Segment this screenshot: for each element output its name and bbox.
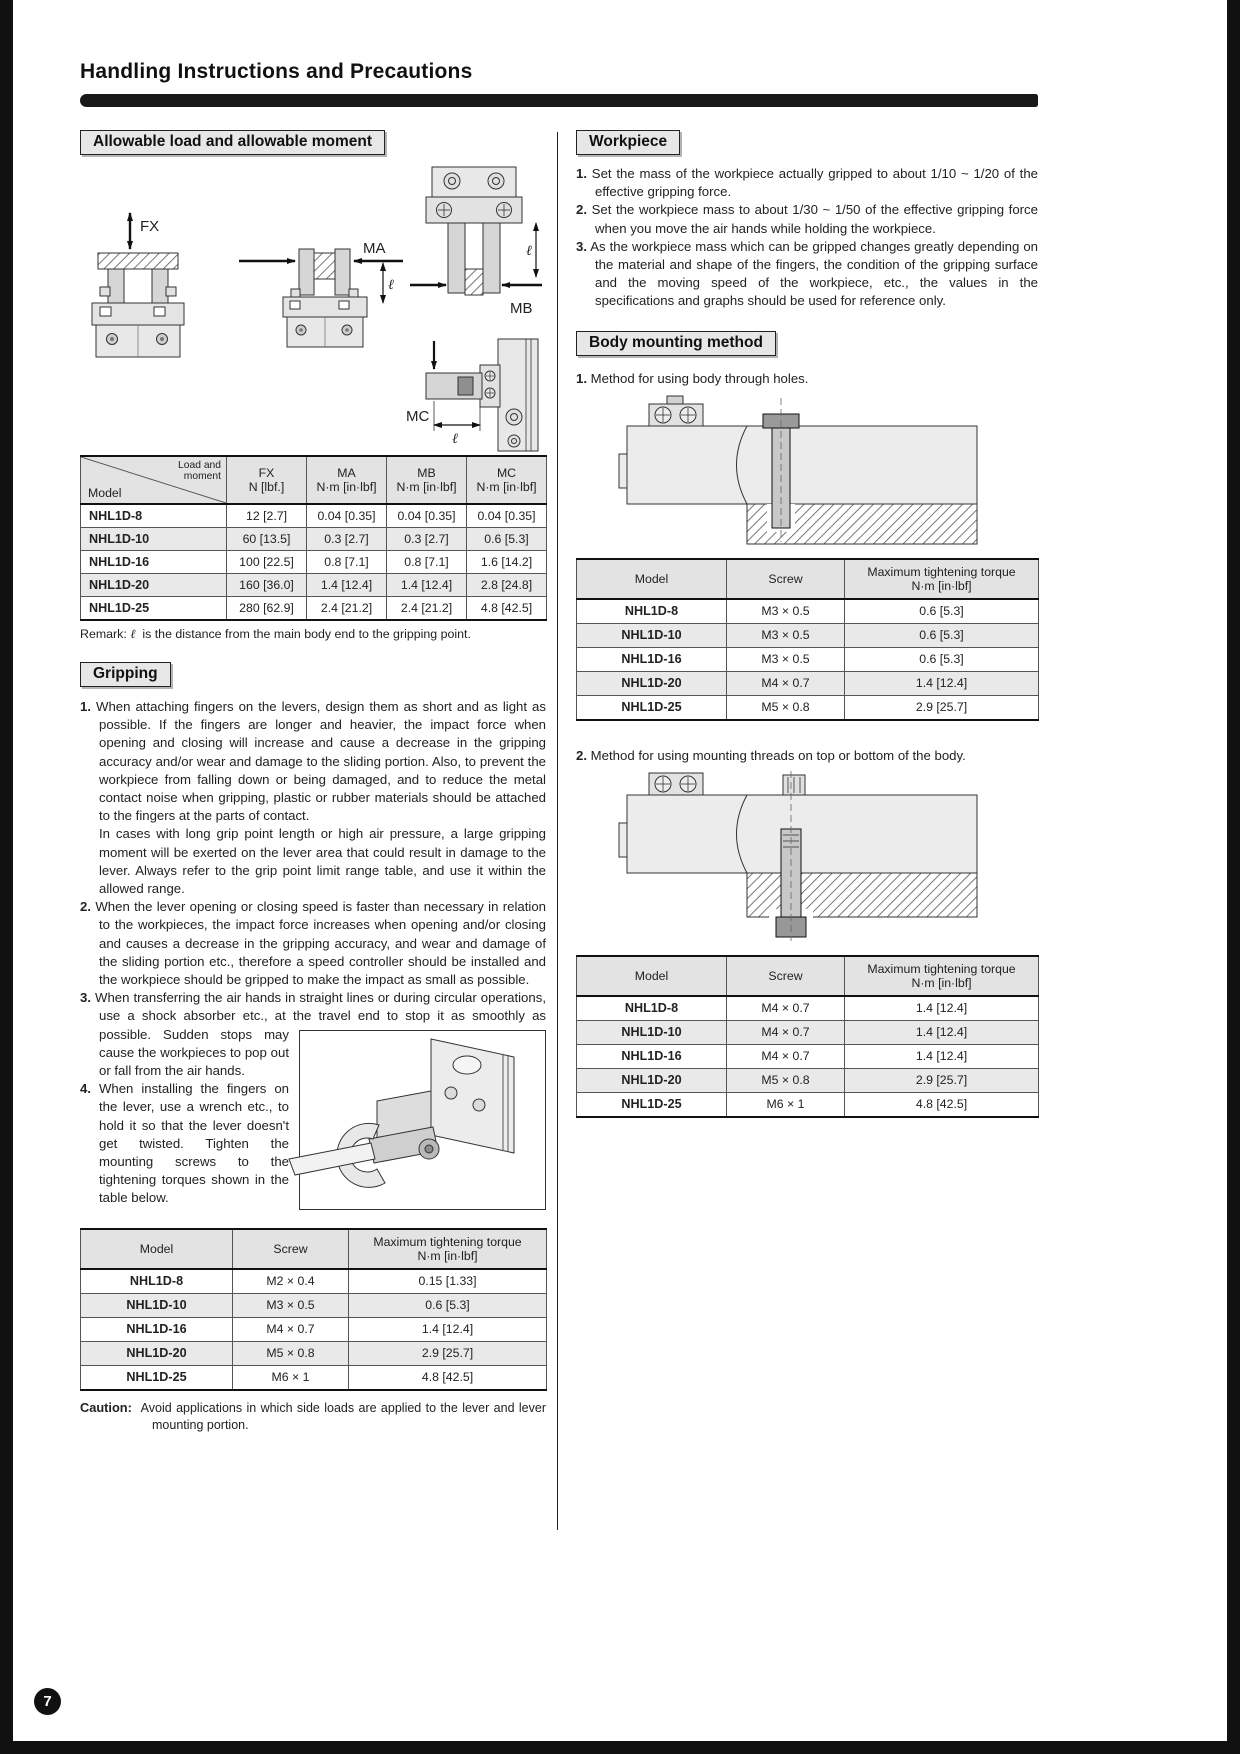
mounting-method-2: 2. Method for using mounting threads on top or bottom of the body. [576, 747, 966, 763]
section-title-gripping: Gripping [80, 662, 171, 687]
svg-text:MA: MA [363, 241, 386, 257]
mb-moment-diagram [402, 165, 547, 337]
col-header-mc: MC N·m [in·lbf] [467, 456, 547, 504]
col-header-model: Model [577, 956, 727, 996]
right-column [576, 130, 1038, 1118]
svg-text:ℓ: ℓ [388, 277, 394, 293]
workpiece-item-1: 1. Set the mass of the workpiece actually gripped to about 1/10 ~ 1/20 of the effective gripping force. [576, 166, 1038, 200]
page-border-bottom [0, 1741, 1240, 1754]
table-row: NHL1D-8 M2 × 0.4 0.15 [1.33] [81, 1269, 547, 1294]
section-title-workpiece: Workpiece [576, 130, 680, 155]
table-row: NHL1D-10 M4 × 0.7 1.4 [12.4] [577, 1020, 1039, 1044]
gripping-item-1-extra: In cases with long grip point length or high air pressure, a large gripping moment will be exerted on the lever area that could result in damage to the lever. Always refer to the grip point limit range table, and use it within the allowed range. [99, 826, 546, 897]
thread-mount-torque-table [576, 955, 1039, 1118]
col-header-mb: MB N·m [in·lbf] [387, 456, 467, 504]
through-hole-torque-table [576, 558, 1039, 721]
col-header-torque: Maximum tightening torque N·m [in·lbf] [845, 956, 1039, 996]
workpiece-item-2: 2. Set the workpiece mass to about 1/30 ~ 1/50 of the effective gripping force when you move the air hands while holding the workpiece. [576, 202, 1038, 236]
table-row: NHL1D-20 M5 × 0.8 2.9 [25.7] [577, 1068, 1039, 1092]
svg-text:MC: MC [406, 408, 430, 425]
table-row: NHL1D-10 M3 × 0.5 0.6 [5.3] [81, 1293, 547, 1317]
svg-text:ℓ: ℓ [452, 431, 458, 447]
caution-note [80, 1399, 546, 1434]
page-border-right [1227, 0, 1240, 1754]
page-number-badge: 7 [34, 1688, 61, 1715]
col-header-model: Model [81, 1229, 233, 1269]
table-row: NHL1D-25 280 [62.9] 2.4 [21.2] 2.4 [21.2] 4.8 [42.5] [81, 597, 547, 621]
gripping-item-3: 3. When transferring the air hands in straight lines or during circular operations, use a shock absorber etc., at the travel end to stop it as smoothly as possible. Sudden stops may cause the workpieces to pop out or fall from the air hands. [80, 989, 546, 1080]
finger-torque-table [80, 1228, 547, 1391]
allowable-load-table [80, 455, 547, 621]
fx-load-diagram [84, 209, 204, 369]
section-title-allowable-load: Allowable load and allowable moment [80, 130, 385, 155]
table-row: NHL1D-16 100 [22.5] 0.8 [7.1] 0.8 [7.1] 1.6 [14.2] [81, 551, 547, 574]
col-header-torque: Maximum tightening torque N·m [in·lbf] [845, 559, 1039, 599]
page-title: Handling Instructions and Precautions [80, 60, 473, 83]
workpiece-item-3: 3. As the workpiece mass which can be gripped changes greatly depending on the material and shape of the fingers, the condition of the gripping surface and the moving speed of the workpiece, etc., the values in the specifications and graphs should be used for reference only. [576, 238, 1038, 309]
load-table-corner-cell: Load and moment Model [81, 456, 227, 504]
mounting-method-1: 1. Method for using body through holes. [576, 370, 809, 386]
col-header-ma: MA N·m [in·lbf] [307, 456, 387, 504]
col-header-screw: Screw [727, 956, 845, 996]
svg-text:ℓ: ℓ [526, 243, 532, 259]
table-row: NHL1D-20 M5 × 0.8 2.9 [25.7] [81, 1341, 547, 1365]
through-hole-mounting-diagram [597, 394, 1017, 546]
page-border-left [0, 0, 13, 1754]
caution-text: Avoid applications in which side loads are applied to the lever and lever mounting portion. [140, 1400, 546, 1432]
col-header-fx: FX N [lbf.] [227, 456, 307, 504]
svg-text:FX: FX [140, 218, 160, 235]
table-row: NHL1D-25 M6 × 1 4.8 [42.5] [577, 1092, 1039, 1117]
table-row: NHL1D-10 M3 × 0.5 0.6 [5.3] [577, 623, 1039, 647]
col-header-model: Model [577, 559, 727, 599]
table-row: NHL1D-16 M4 × 0.7 1.4 [12.4] [81, 1317, 547, 1341]
table-row: NHL1D-20 160 [36.0] 1.4 [12.4] 1.4 [12.4] 2.8 [24.8] [81, 574, 547, 597]
gripping-text-block [80, 698, 546, 1216]
table-row: NHL1D-10 60 [13.5] 0.3 [2.7] 0.3 [2.7] 0.6 [5.3] [81, 528, 547, 551]
wrench-installation-figure [299, 1030, 546, 1210]
col-header-torque: Maximum tightening torque N·m [in·lbf] [349, 1229, 547, 1269]
table-row: NHL1D-25 M6 × 1 4.8 [42.5] [81, 1365, 547, 1390]
table-row: NHL1D-16 M3 × 0.5 0.6 [5.3] [577, 647, 1039, 671]
remark-body: is the distance from the main body end to the gripping point. [138, 627, 471, 641]
col-header-screw: Screw [727, 559, 845, 599]
mc-moment-diagram [406, 335, 546, 455]
left-column [80, 130, 546, 1434]
table-row: NHL1D-8 12 [2.7] 0.04 [0.35] 0.04 [0.35] 0.04 [0.35] [81, 504, 547, 528]
table-row: NHL1D-16 M4 × 0.7 1.4 [12.4] [577, 1044, 1039, 1068]
title-underline-bar [80, 94, 1038, 107]
gripping-item-4: 4. When installing the fingers on the lever, use a wrench etc., to hold it so that the lever doesn't get twisted. Tighten the mounting screws to the tightening torques shown in the table below. [80, 1081, 289, 1206]
ma-moment-diagram [235, 241, 407, 375]
table-row: NHL1D-8 M3 × 0.5 0.6 [5.3] [577, 599, 1039, 624]
allowable-load-diagrams [80, 163, 546, 455]
table-row: NHL1D-8 M4 × 0.7 1.4 [12.4] [577, 996, 1039, 1021]
col-header-screw: Screw [233, 1229, 349, 1269]
table-remark: Remark: ℓ is the distance from the main body end to the gripping point. [80, 626, 471, 641]
section-title-body-mounting: Body mounting method [576, 331, 776, 356]
svg-text:MB: MB [510, 300, 533, 317]
table-row: NHL1D-25 M5 × 0.8 2.9 [25.7] [577, 695, 1039, 720]
caution-label: Caution: [80, 1399, 132, 1415]
gripping-item-1: 1. When attaching fingers on the levers, design them as short and as light as possible. If the fingers are longer and heavier, the impact force when opening and closing will increase and cause a decrease in the gripping accuracy and/or wear and damage to the sliding portion. Also, to prevent the workpiece from falling down or being damaged, and to reduce the metal contact noise when gripping, plastic or rubber materials should be attached to the fingers at the parts of contact. [80, 699, 546, 824]
gripping-item-2: 2. When the lever opening or closing speed is faster than necessary in relation to the workpieces, the impact force increases when opening and/or closing and causes a decrease in the gripping accuracy, and wear and damage of the sliding portion etc., therefore a speed controller should be installed and the workpiece should be gripped to make the impact as small as possible. [80, 899, 546, 988]
table-row: NHL1D-20 M4 × 0.7 1.4 [12.4] [577, 671, 1039, 695]
thread-mounting-diagram [597, 771, 1017, 943]
column-divider [557, 132, 558, 1530]
workpiece-text-block [576, 165, 1038, 311]
